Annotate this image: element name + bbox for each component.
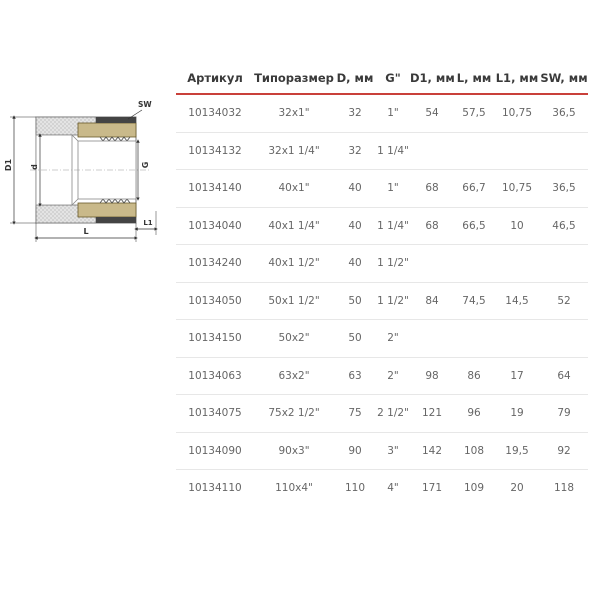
cell-sw — [540, 132, 588, 170]
cell-size: 32x1" — [254, 94, 334, 132]
cell-d1: 142 — [410, 432, 454, 470]
col-article: Артикул — [176, 63, 254, 94]
cell-g: 1 1/4" — [376, 207, 410, 245]
cell-d1 — [410, 132, 454, 170]
cell-sw: 36,5 — [540, 170, 588, 208]
cell-l1: 14,5 — [494, 282, 540, 320]
label-sw: SW — [138, 100, 152, 109]
cell-d1: 68 — [410, 207, 454, 245]
cell-l: 74,5 — [454, 282, 494, 320]
cell-l1: 20 — [510, 482, 524, 495]
col-sw: SW, мм — [540, 63, 588, 94]
cell-size: 75x2 1/2" — [254, 395, 334, 433]
cell-size: 40x1 1/2" — [254, 245, 334, 283]
cell-g: 1 1/2" — [376, 282, 410, 320]
cell-size: 63x2" — [254, 357, 334, 395]
cell-article: 10134090 — [176, 432, 254, 470]
cell-g: 3" — [376, 432, 410, 470]
col-g: G" — [376, 63, 410, 94]
cell-d1: 98 — [410, 357, 454, 395]
cell-l — [454, 132, 494, 170]
dim-l — [36, 223, 136, 242]
cell-size: 40x1" — [254, 170, 334, 208]
label-d: d — [30, 164, 39, 170]
cell-l1: 17 — [494, 357, 540, 395]
cell-d1: 54 — [410, 94, 454, 132]
cell-l1 — [494, 245, 540, 283]
cell-l1: 10,75 — [494, 170, 540, 208]
cell-d: 50 — [334, 320, 376, 358]
dim-sw — [128, 100, 152, 119]
cell-size: 50x1 1/2" — [254, 282, 334, 320]
table-row — [176, 207, 588, 245]
cell-g: 1" — [376, 170, 410, 208]
col-l1: L1, мм — [494, 63, 540, 94]
cell-d: 40 — [334, 207, 376, 245]
cell-sw: 92 — [540, 432, 588, 470]
dim-l1 — [136, 211, 156, 235]
table-row — [176, 282, 588, 320]
col-d1: D1, мм — [410, 63, 454, 94]
cell-size: 50x2" — [254, 320, 334, 358]
cell-l: 86 — [454, 357, 494, 395]
cell-article: 10134110 — [188, 482, 242, 495]
table-row — [176, 320, 588, 358]
cell-l1: 19,5 — [494, 432, 540, 470]
cell-sw: 36,5 — [540, 94, 588, 132]
cell-sw: 79 — [540, 395, 588, 433]
cell-sw: 64 — [540, 357, 588, 395]
table-row — [176, 132, 588, 170]
cell-article: 10134063 — [176, 357, 254, 395]
cell-l1: 10,75 — [494, 94, 540, 132]
cell-d: 90 — [334, 432, 376, 470]
cell-size: 90x3" — [254, 432, 334, 470]
cell-d1: 121 — [410, 395, 454, 433]
cell-g: 1 1/4" — [376, 132, 410, 170]
cell-l: 96 — [454, 395, 494, 433]
table-header — [176, 63, 588, 94]
cell-d: 32 — [334, 94, 376, 132]
spec-table — [176, 63, 588, 507]
fitting-drawing — [0, 95, 172, 245]
label-l1: L1 — [143, 219, 153, 227]
cell-l1: 10 — [494, 207, 540, 245]
cell-sw — [540, 320, 588, 358]
cell-l1: 19 — [494, 395, 540, 433]
label-d1: D1 — [4, 158, 13, 172]
cell-article: 10134132 — [176, 132, 254, 170]
cell-l: 57,5 — [454, 94, 494, 132]
cell-size: 32x1 1/4" — [254, 132, 334, 170]
table-row — [176, 170, 588, 208]
cell-l: 109 — [463, 482, 485, 495]
cell-sw: 46,5 — [540, 207, 588, 245]
cell-d: 75 — [334, 395, 376, 433]
cell-sw: 52 — [540, 282, 588, 320]
table-row — [176, 245, 588, 283]
cell-size: 40x1 1/4" — [254, 207, 334, 245]
cell-article: 10134050 — [176, 282, 254, 320]
cell-l: 66,7 — [454, 170, 494, 208]
cell-d: 32 — [334, 132, 376, 170]
col-d: D, мм — [334, 63, 376, 94]
cell-d1 — [410, 245, 454, 283]
cell-article: 10134040 — [176, 207, 254, 245]
cell-article: 10134240 — [176, 245, 254, 283]
table-row — [176, 395, 588, 433]
table-row — [176, 432, 588, 470]
cell-l: 66,5 — [454, 207, 494, 245]
cell-g: 4" — [387, 482, 399, 495]
col-size: Типоразмер — [254, 63, 334, 94]
table-row — [176, 470, 588, 507]
cell-sw: 118 — [553, 482, 575, 495]
cell-article: 10134150 — [176, 320, 254, 358]
cell-g: 2" — [376, 320, 410, 358]
table-row — [176, 94, 588, 132]
cell-l — [454, 320, 494, 358]
cell-g: 2" — [376, 357, 410, 395]
cell-article: 10134032 — [176, 94, 254, 132]
cell-article: 10134140 — [176, 170, 254, 208]
table-body — [176, 94, 588, 507]
cell-sw — [540, 245, 588, 283]
cell-size: 110x4" — [275, 482, 313, 495]
cell-d1: 171 — [421, 482, 443, 495]
label-g: G — [141, 161, 150, 169]
cell-d: 63 — [334, 357, 376, 395]
col-l: L, мм — [454, 63, 494, 94]
cell-l1 — [494, 320, 540, 358]
cell-d: 40 — [334, 170, 376, 208]
cell-l — [454, 245, 494, 283]
cell-d: 40 — [334, 245, 376, 283]
cell-article: 10134075 — [176, 395, 254, 433]
cell-d: 110 — [344, 482, 366, 495]
cell-d: 50 — [334, 282, 376, 320]
cell-g: 1 1/2" — [376, 245, 410, 283]
cell-d1 — [410, 320, 454, 358]
label-l: L — [83, 227, 89, 236]
cell-d1: 68 — [410, 170, 454, 208]
cell-l: 108 — [454, 432, 494, 470]
cell-d1: 84 — [410, 282, 454, 320]
table-row — [176, 357, 588, 395]
cell-g: 1" — [376, 94, 410, 132]
cell-g: 2 1/2" — [376, 395, 410, 433]
cell-l1 — [494, 132, 540, 170]
